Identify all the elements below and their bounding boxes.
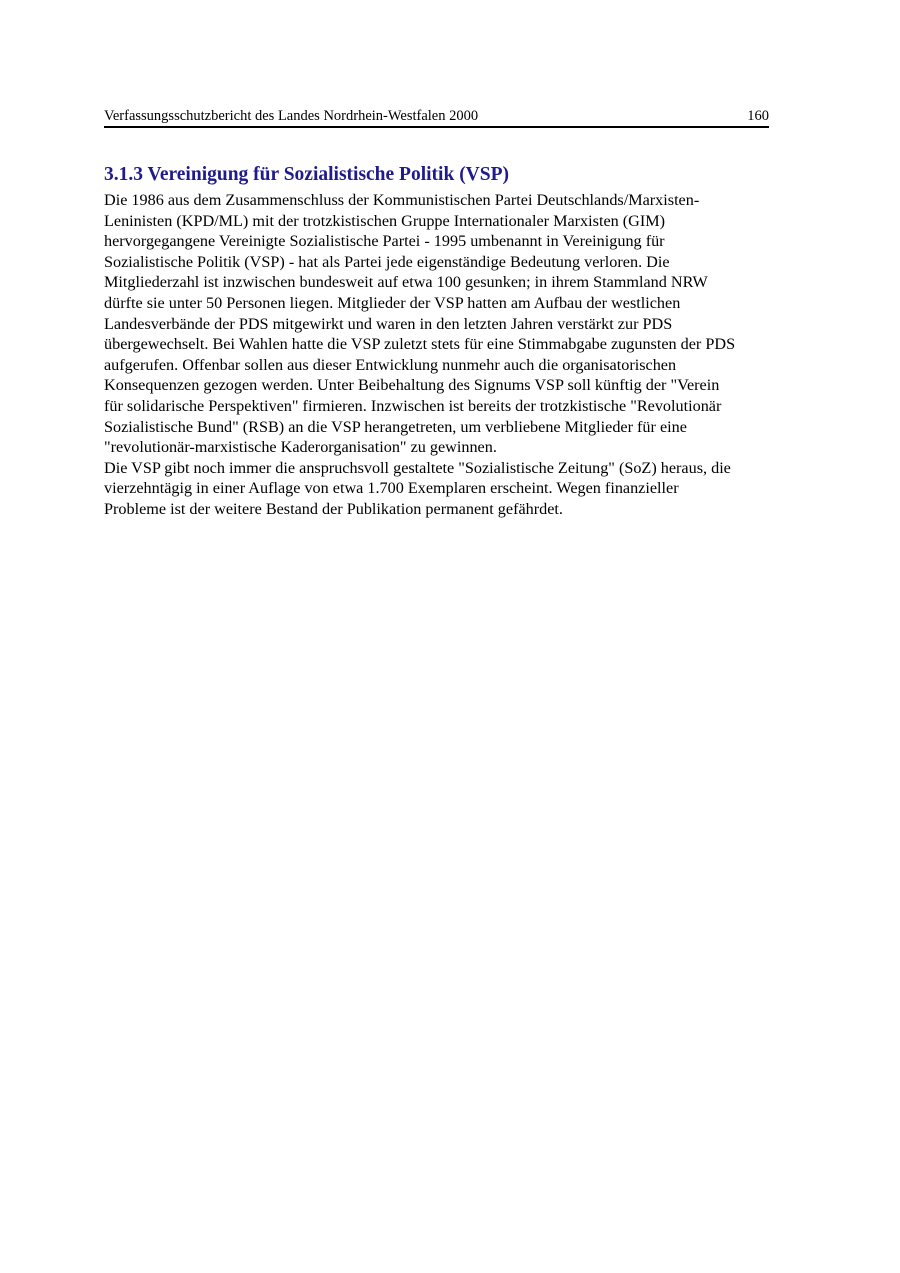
page-header: [104, 106, 769, 128]
text-line: Probleme ist der weitere Bestand der Publikation permanent gefährdet.: [104, 499, 563, 518]
text-line: "revolutionär-marxistische Kaderorganisation" zu gewinnen.: [104, 438, 497, 457]
text-line: Die VSP gibt noch immer die anspruchsvoll gestaltete "Sozialistische Zeitung" (SoZ) heraus, die: [104, 458, 731, 477]
text-line: vierzehntägig in einer Auflage von etwa 1.700 Exemplaren erscheint. Wegen finanzieller: [104, 479, 679, 498]
section-heading: 3.1.3 Vereinigung für Sozialistische Politik (VSP): [104, 164, 510, 185]
paragraph-1: [104, 190, 814, 458]
text-line: Leninisten (KPD/ML) mit der trotzkistischen Gruppe Internationaler Marxisten (GIM): [104, 211, 666, 230]
document-title: Verfassungsschutzbericht des Landes Nordrhein-Westfalen 2000: [104, 108, 479, 124]
text-line: Sozialistische Politik (VSP) - hat als Partei jede eigenständige Bedeutung verloren. Die: [104, 252, 670, 271]
text-line: für solidarische Perspektiven" firmieren. Inzwischen ist bereits der trotzkistische "Revolutionär: [104, 396, 722, 415]
text-line: aufgerufen. Offenbar sollen aus dieser Entwicklung nunmehr auch die organisatorischen: [104, 355, 677, 374]
text-line: Landesverbände der PDS mitgewirkt und waren in den letzten Jahren verstärkt zur PDS: [104, 314, 673, 333]
text-line: hervorgegangene Vereinigte Sozialistische Partei - 1995 umbenannt in Vereinigung für: [104, 232, 665, 251]
text-line: Mitgliederzahl ist inzwischen bundesweit auf etwa 100 gesunken; in ihrem Stammland NRW: [104, 273, 708, 292]
text-line: dürfte sie unter 50 Personen liegen. Mitglieder der VSP hatten am Aufbau der westlichen: [104, 293, 681, 312]
text-line: Die 1986 aus dem Zusammenschluss der Kommunistischen Partei Deutschlands/Marxisten-: [104, 191, 700, 209]
body-text: [104, 190, 814, 520]
page-number: 160: [747, 108, 769, 124]
text-line: Sozialistische Bund" (RSB) an die VSP herangetreten, um verbliebene Mitglieder für eine: [104, 417, 687, 436]
paragraph-2: [104, 458, 814, 520]
text-line: Konsequenzen gezogen werden. Unter Beibehaltung des Signums VSP soll künftig der "Verein: [104, 376, 720, 395]
text-line: übergewechselt. Bei Wahlen hatte die VSP zuletzt stets für eine Stimmabgabe zugunsten der PDS: [104, 335, 736, 354]
